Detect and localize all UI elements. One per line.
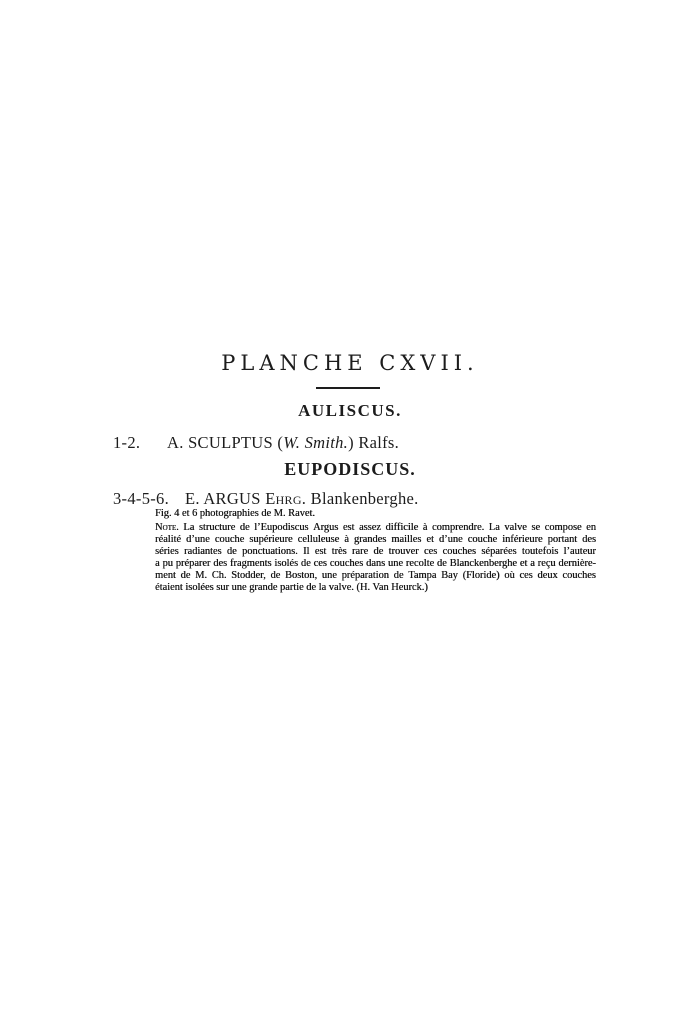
authority: W. Smith. — [283, 433, 349, 452]
note-line: a pu préparer des fragments isolés de ces couches dans une recolte de Blanckenberghe et a reçu dernière- — [155, 558, 596, 569]
species-name: E. ARGUS — [185, 489, 261, 508]
plate-title: PLANCHE CXVII. — [221, 351, 479, 375]
figure-numbers: 1-2. — [113, 433, 141, 452]
note-line: Note. La structure de l’Eupodiscus Argus est assez difficile à comprendre. La valve se compose en — [155, 522, 596, 533]
species-entry-sculptus — [113, 433, 399, 453]
note-paragraph — [155, 508, 596, 594]
species-name-suffix: ) Ralfs. — [348, 433, 400, 452]
locality: Blankenberghe. — [310, 489, 419, 508]
species-name: A. SCULPTUS ( — [167, 433, 284, 452]
divider-rule — [316, 387, 380, 389]
species-entry-argus — [113, 489, 419, 509]
note-line-last: étaient isolées sur une grande partie de la valve. (H. Van Heurck.) — [155, 582, 428, 593]
note-line: réalité d’une couche supérieure celluleuse à grandes mailles et d’une couche inférieure portant des — [155, 534, 596, 545]
genus-heading-eupodiscus: EUPODISCUS. — [284, 459, 416, 479]
figure-numbers: 3-4-5-6. — [113, 489, 170, 508]
genus-heading-auliscus: AULISCUS. — [298, 401, 402, 420]
note-line: ment de M. Ch. Stodder, de Boston, une préparation de Tampa Bay (Floride) où ces deux couches — [155, 570, 596, 581]
authority: Ehrg. — [265, 489, 307, 508]
note-line: séries radiantes de ponctuations. Il est très rare de trouver ces couches séparées toutefois l’auteur — [155, 546, 596, 557]
note-fig-credit: Fig. 4 et 6 photographies de M. Ravet. — [155, 508, 315, 519]
